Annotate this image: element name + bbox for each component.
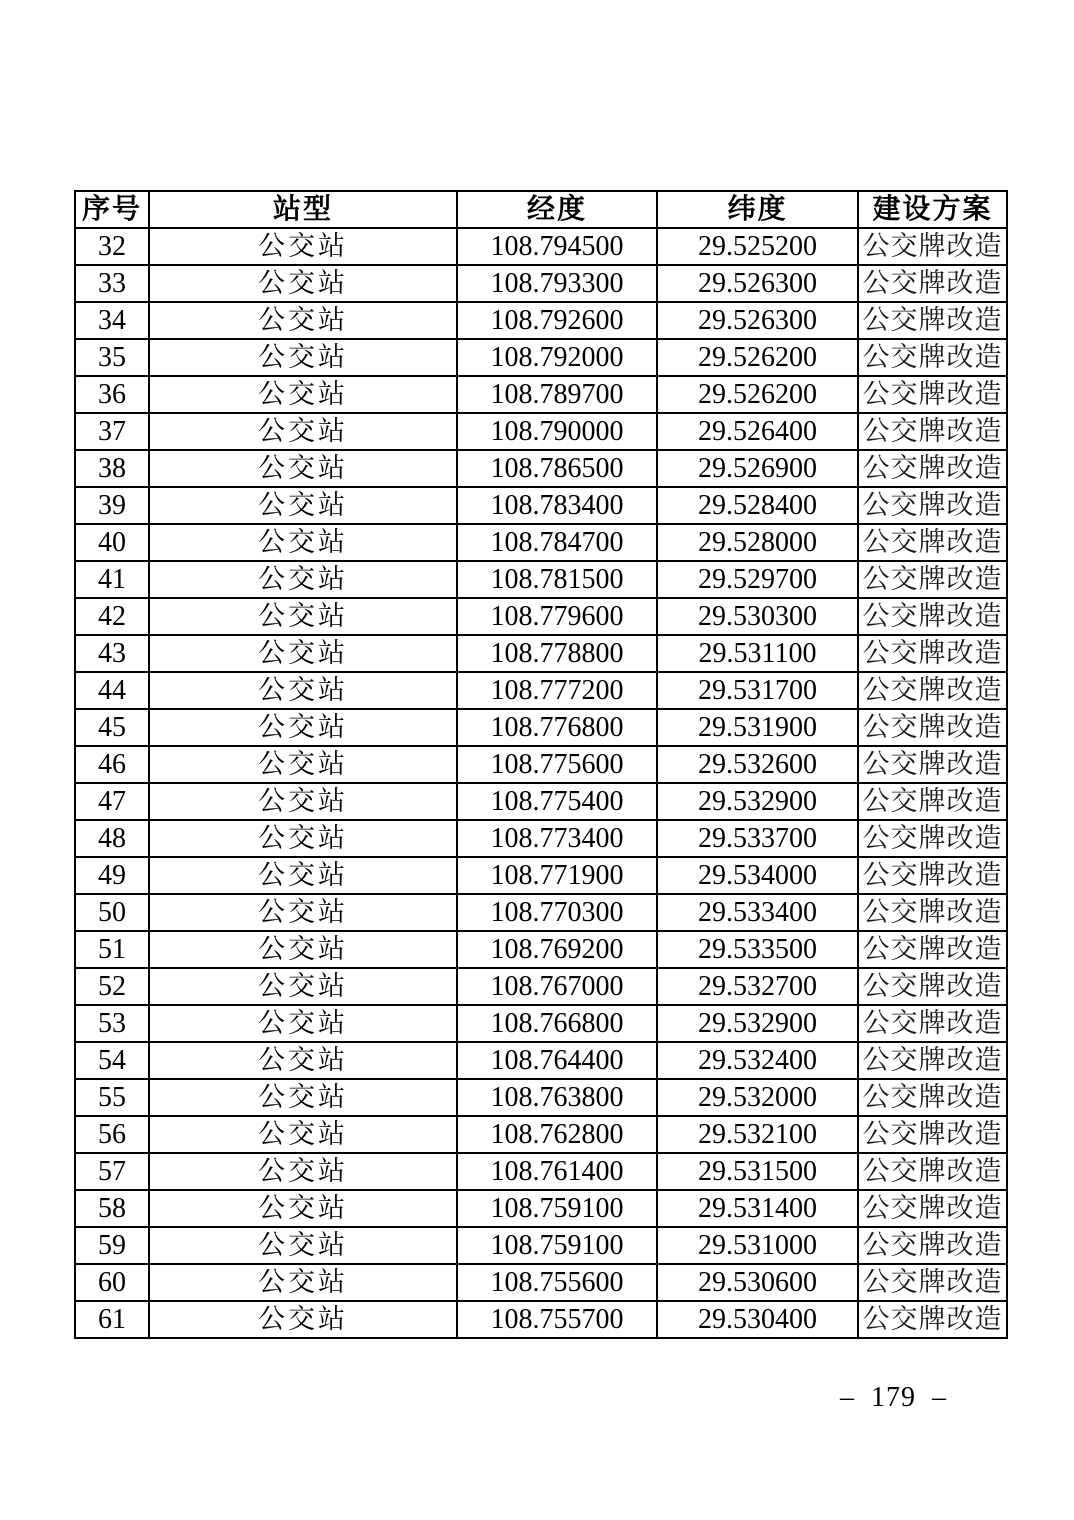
- longitude-cell: 108.792600: [457, 302, 657, 339]
- serial-number-cell: 52: [75, 968, 149, 1005]
- construction-plan-cell: 公交牌改造: [858, 1153, 1007, 1190]
- station-type-cell: 公交站: [149, 302, 457, 339]
- construction-plan-cell: 公交牌改造: [858, 302, 1007, 339]
- station-type-cell: 公交站: [149, 672, 457, 709]
- longitude-cell: 108.775600: [457, 746, 657, 783]
- construction-plan-cell: 公交牌改造: [858, 228, 1007, 265]
- longitude-cell: 108.755600: [457, 1264, 657, 1301]
- latitude-cell: 29.531400: [657, 1190, 858, 1227]
- latitude-cell: 29.526300: [657, 265, 858, 302]
- serial-number-cell: 56: [75, 1116, 149, 1153]
- serial-number-cell: 46: [75, 746, 149, 783]
- station-type-cell: 公交站: [149, 1042, 457, 1079]
- serial-number-cell: 39: [75, 487, 149, 524]
- serial-number-cell: 54: [75, 1042, 149, 1079]
- serial-number-cell: 35: [75, 339, 149, 376]
- longitude-cell: 108.761400: [457, 1153, 657, 1190]
- construction-plan-cell: 公交牌改造: [858, 1190, 1007, 1227]
- construction-plan-cell: 公交牌改造: [858, 524, 1007, 561]
- station-type-cell: 公交站: [149, 561, 457, 598]
- serial-number-cell: 37: [75, 413, 149, 450]
- header-serial-number: 序号: [75, 191, 149, 228]
- longitude-cell: 108.793300: [457, 265, 657, 302]
- station-type-cell: 公交站: [149, 894, 457, 931]
- serial-number-cell: 49: [75, 857, 149, 894]
- table-row: [75, 598, 1007, 635]
- construction-plan-cell: 公交牌改造: [858, 857, 1007, 894]
- latitude-cell: 29.531000: [657, 1227, 858, 1264]
- table-row: [75, 413, 1007, 450]
- serial-number-cell: 42: [75, 598, 149, 635]
- station-type-cell: 公交站: [149, 1153, 457, 1190]
- table-row: [75, 524, 1007, 561]
- construction-plan-cell: 公交牌改造: [858, 1116, 1007, 1153]
- latitude-cell: 29.532900: [657, 1005, 858, 1042]
- table-row: [75, 228, 1007, 265]
- serial-number-cell: 36: [75, 376, 149, 413]
- construction-plan-cell: 公交牌改造: [858, 1301, 1007, 1338]
- construction-plan-cell: 公交牌改造: [858, 1264, 1007, 1301]
- construction-plan-cell: 公交牌改造: [858, 968, 1007, 1005]
- station-type-cell: 公交站: [149, 1301, 457, 1338]
- construction-plan-cell: 公交牌改造: [858, 265, 1007, 302]
- construction-plan-cell: 公交牌改造: [858, 1042, 1007, 1079]
- serial-number-cell: 60: [75, 1264, 149, 1301]
- longitude-cell: 108.764400: [457, 1042, 657, 1079]
- construction-plan-cell: 公交牌改造: [858, 561, 1007, 598]
- longitude-cell: 108.778800: [457, 635, 657, 672]
- bus-station-table: [74, 190, 1008, 1339]
- table-row: [75, 635, 1007, 672]
- serial-number-cell: 34: [75, 302, 149, 339]
- serial-number-cell: 38: [75, 450, 149, 487]
- station-type-cell: 公交站: [149, 820, 457, 857]
- header-construction-plan: 建设方案: [858, 191, 1007, 228]
- longitude-cell: 108.759100: [457, 1190, 657, 1227]
- latitude-cell: 29.534000: [657, 857, 858, 894]
- longitude-cell: 108.759100: [457, 1227, 657, 1264]
- header-longitude: 经度: [457, 191, 657, 228]
- longitude-cell: 108.755700: [457, 1301, 657, 1338]
- latitude-cell: 29.533700: [657, 820, 858, 857]
- latitude-cell: 29.526300: [657, 302, 858, 339]
- latitude-cell: 29.532100: [657, 1116, 858, 1153]
- latitude-cell: 29.532400: [657, 1042, 858, 1079]
- station-type-cell: 公交站: [149, 376, 457, 413]
- table-row: [75, 1227, 1007, 1264]
- construction-plan-cell: 公交牌改造: [858, 413, 1007, 450]
- latitude-cell: 29.530300: [657, 598, 858, 635]
- latitude-cell: 29.530400: [657, 1301, 858, 1338]
- table-row: [75, 302, 1007, 339]
- station-type-cell: 公交站: [149, 413, 457, 450]
- latitude-cell: 29.531500: [657, 1153, 858, 1190]
- station-type-cell: 公交站: [149, 746, 457, 783]
- station-type-cell: 公交站: [149, 339, 457, 376]
- station-type-cell: 公交站: [149, 228, 457, 265]
- station-type-cell: 公交站: [149, 1116, 457, 1153]
- table-header-row: [75, 191, 1007, 228]
- latitude-cell: 29.526900: [657, 450, 858, 487]
- longitude-cell: 108.766800: [457, 1005, 657, 1042]
- construction-plan-cell: 公交牌改造: [858, 1005, 1007, 1042]
- table-row: [75, 931, 1007, 968]
- station-type-cell: 公交站: [149, 1227, 457, 1264]
- construction-plan-cell: 公交牌改造: [858, 783, 1007, 820]
- latitude-cell: 29.528400: [657, 487, 858, 524]
- table-row: [75, 857, 1007, 894]
- construction-plan-cell: 公交牌改造: [858, 450, 1007, 487]
- latitude-cell: 29.533400: [657, 894, 858, 931]
- longitude-cell: 108.769200: [457, 931, 657, 968]
- station-type-cell: 公交站: [149, 709, 457, 746]
- latitude-cell: 29.531900: [657, 709, 858, 746]
- serial-number-cell: 53: [75, 1005, 149, 1042]
- station-table-body: [75, 228, 1007, 1338]
- longitude-cell: 108.776800: [457, 709, 657, 746]
- longitude-cell: 108.771900: [457, 857, 657, 894]
- table-row: [75, 265, 1007, 302]
- serial-number-cell: 58: [75, 1190, 149, 1227]
- table-row: [75, 1301, 1007, 1338]
- station-type-cell: 公交站: [149, 968, 457, 1005]
- construction-plan-cell: 公交牌改造: [858, 339, 1007, 376]
- table-row: [75, 820, 1007, 857]
- latitude-cell: 29.532700: [657, 968, 858, 1005]
- latitude-cell: 29.528000: [657, 524, 858, 561]
- page-number: – 179 –: [840, 1382, 947, 1413]
- longitude-cell: 108.767000: [457, 968, 657, 1005]
- latitude-cell: 29.531700: [657, 672, 858, 709]
- latitude-cell: 29.530600: [657, 1264, 858, 1301]
- longitude-cell: 108.762800: [457, 1116, 657, 1153]
- station-type-cell: 公交站: [149, 487, 457, 524]
- latitude-cell: 29.532000: [657, 1079, 858, 1116]
- longitude-cell: 108.789700: [457, 376, 657, 413]
- construction-plan-cell: 公交牌改造: [858, 635, 1007, 672]
- table-row: [75, 746, 1007, 783]
- table-row: [75, 894, 1007, 931]
- serial-number-cell: 47: [75, 783, 149, 820]
- table-row: [75, 1005, 1007, 1042]
- construction-plan-cell: 公交牌改造: [858, 931, 1007, 968]
- table-row: [75, 709, 1007, 746]
- table-row: [75, 561, 1007, 598]
- serial-number-cell: 51: [75, 931, 149, 968]
- longitude-cell: 108.794500: [457, 228, 657, 265]
- construction-plan-cell: 公交牌改造: [858, 487, 1007, 524]
- longitude-cell: 108.770300: [457, 894, 657, 931]
- station-type-cell: 公交站: [149, 265, 457, 302]
- station-type-cell: 公交站: [149, 1079, 457, 1116]
- table-row: [75, 487, 1007, 524]
- latitude-cell: 29.526400: [657, 413, 858, 450]
- latitude-cell: 29.526200: [657, 376, 858, 413]
- station-type-cell: 公交站: [149, 598, 457, 635]
- latitude-cell: 29.533500: [657, 931, 858, 968]
- serial-number-cell: 41: [75, 561, 149, 598]
- serial-number-cell: 50: [75, 894, 149, 931]
- table-row: [75, 1153, 1007, 1190]
- construction-plan-cell: 公交牌改造: [858, 746, 1007, 783]
- serial-number-cell: 57: [75, 1153, 149, 1190]
- construction-plan-cell: 公交牌改造: [858, 1079, 1007, 1116]
- station-type-cell: 公交站: [149, 635, 457, 672]
- longitude-cell: 108.779600: [457, 598, 657, 635]
- serial-number-cell: 55: [75, 1079, 149, 1116]
- serial-number-cell: 59: [75, 1227, 149, 1264]
- longitude-cell: 108.783400: [457, 487, 657, 524]
- station-type-cell: 公交站: [149, 857, 457, 894]
- construction-plan-cell: 公交牌改造: [858, 598, 1007, 635]
- longitude-cell: 108.792000: [457, 339, 657, 376]
- construction-plan-cell: 公交牌改造: [858, 376, 1007, 413]
- station-type-cell: 公交站: [149, 524, 457, 561]
- longitude-cell: 108.777200: [457, 672, 657, 709]
- station-type-cell: 公交站: [149, 931, 457, 968]
- longitude-cell: 108.784700: [457, 524, 657, 561]
- table-row: [75, 376, 1007, 413]
- table-row: [75, 783, 1007, 820]
- serial-number-cell: 40: [75, 524, 149, 561]
- latitude-cell: 29.532900: [657, 783, 858, 820]
- header-station-type: 站型: [149, 191, 457, 228]
- construction-plan-cell: 公交牌改造: [858, 894, 1007, 931]
- station-type-cell: 公交站: [149, 450, 457, 487]
- table-row: [75, 1079, 1007, 1116]
- table-row: [75, 1264, 1007, 1301]
- table-row: [75, 1190, 1007, 1227]
- table-row: [75, 672, 1007, 709]
- latitude-cell: 29.531100: [657, 635, 858, 672]
- table-row: [75, 450, 1007, 487]
- longitude-cell: 108.781500: [457, 561, 657, 598]
- latitude-cell: 29.532600: [657, 746, 858, 783]
- station-type-cell: 公交站: [149, 1005, 457, 1042]
- table-row: [75, 968, 1007, 1005]
- serial-number-cell: 61: [75, 1301, 149, 1338]
- serial-number-cell: 33: [75, 265, 149, 302]
- table-row: [75, 339, 1007, 376]
- latitude-cell: 29.529700: [657, 561, 858, 598]
- header-latitude: 纬度: [657, 191, 858, 228]
- serial-number-cell: 32: [75, 228, 149, 265]
- station-type-cell: 公交站: [149, 1264, 457, 1301]
- construction-plan-cell: 公交牌改造: [858, 709, 1007, 746]
- serial-number-cell: 48: [75, 820, 149, 857]
- serial-number-cell: 43: [75, 635, 149, 672]
- latitude-cell: 29.526200: [657, 339, 858, 376]
- station-type-cell: 公交站: [149, 783, 457, 820]
- table-row: [75, 1042, 1007, 1079]
- longitude-cell: 108.763800: [457, 1079, 657, 1116]
- construction-plan-cell: 公交牌改造: [858, 1227, 1007, 1264]
- longitude-cell: 108.786500: [457, 450, 657, 487]
- station-type-cell: 公交站: [149, 1190, 457, 1227]
- longitude-cell: 108.775400: [457, 783, 657, 820]
- longitude-cell: 108.790000: [457, 413, 657, 450]
- serial-number-cell: 45: [75, 709, 149, 746]
- construction-plan-cell: 公交牌改造: [858, 672, 1007, 709]
- serial-number-cell: 44: [75, 672, 149, 709]
- longitude-cell: 108.773400: [457, 820, 657, 857]
- latitude-cell: 29.525200: [657, 228, 858, 265]
- table-row: [75, 1116, 1007, 1153]
- construction-plan-cell: 公交牌改造: [858, 820, 1007, 857]
